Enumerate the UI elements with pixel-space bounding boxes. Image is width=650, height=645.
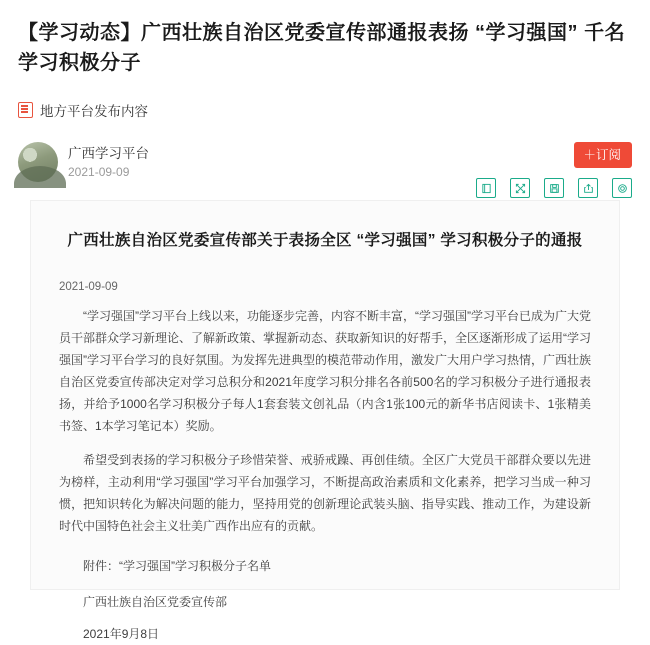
document-paragraph: “学习强国”学习平台上线以来，功能逐步完善，内容不断丰富，“学习强国”学习平台已成为广大党员干部群众学习新理论、了解新政策、掌握新动态、获取新知识的好帮手，全区逐渐形成了运用“学习强国”学习平台学习的良好氛围。为发挥先进典型的模范带动作用，激发广大用户学习热情，广西壮族自治区党委宣传部决定对学习总积分和2021年度学习积分排名各前500名的学习积极分子进行通报表扬，并给予1000名学习积极分子每人1套套装文创礼品（内含1张100元的新华书店阅读卡、1张精美书签、1本学习笔记本）奖励。 xyxy=(59,309,592,433)
author-name[interactable]: 广西学习平台 xyxy=(68,145,149,161)
document-title: 广西壮族自治区党委宣传部关于表扬全区 “学习强国” 学习积极分子的通报 xyxy=(67,232,583,249)
category-row xyxy=(18,100,632,120)
share-icon[interactable] xyxy=(578,178,598,198)
category-label: 地方平台发布内容 xyxy=(40,104,148,119)
fullscreen-icon[interactable] xyxy=(510,178,530,198)
book-icon[interactable] xyxy=(476,178,496,198)
document-date: 2021-09-09 xyxy=(59,281,118,293)
gear-icon[interactable] xyxy=(612,178,632,198)
document-attachment: 附件：“学习强国”学习积极分子名单 xyxy=(83,559,271,573)
document-sign-date: 2021年9月8日 xyxy=(83,627,160,641)
list-icon xyxy=(18,102,33,118)
article-body xyxy=(30,200,620,641)
author-meta xyxy=(68,144,149,181)
publish-date: 2021-09-09 xyxy=(68,164,130,179)
save-icon[interactable] xyxy=(544,178,564,198)
article-toolbar xyxy=(476,178,632,198)
avatar xyxy=(18,142,58,182)
document-paragraph: 希望受到表扬的学习积极分子珍惜荣誉、戒骄戒躁、再创佳绩。全区广大党员干部群众要以先进为榜样，主动利用“学习强国”学习平台加强学习，不断提高政治素质和文化素养，把学习当成一种习惯，把知识转化为解决问题的能力，坚持用党的创新理论武装头脑、指导实践、推动工作，为建设新时代中国特色社会主义壮美广西作出应有的贡献。 xyxy=(59,453,591,533)
page-title: 【学习动态】广西壮族自治区党委宣传部通报表扬 “学习强国” 千名学习积极分子 xyxy=(18,22,626,74)
subscribe-button[interactable]: ＋订阅 xyxy=(574,142,632,168)
document-signature: 广西壮族自治区党委宣传部 xyxy=(83,595,228,609)
